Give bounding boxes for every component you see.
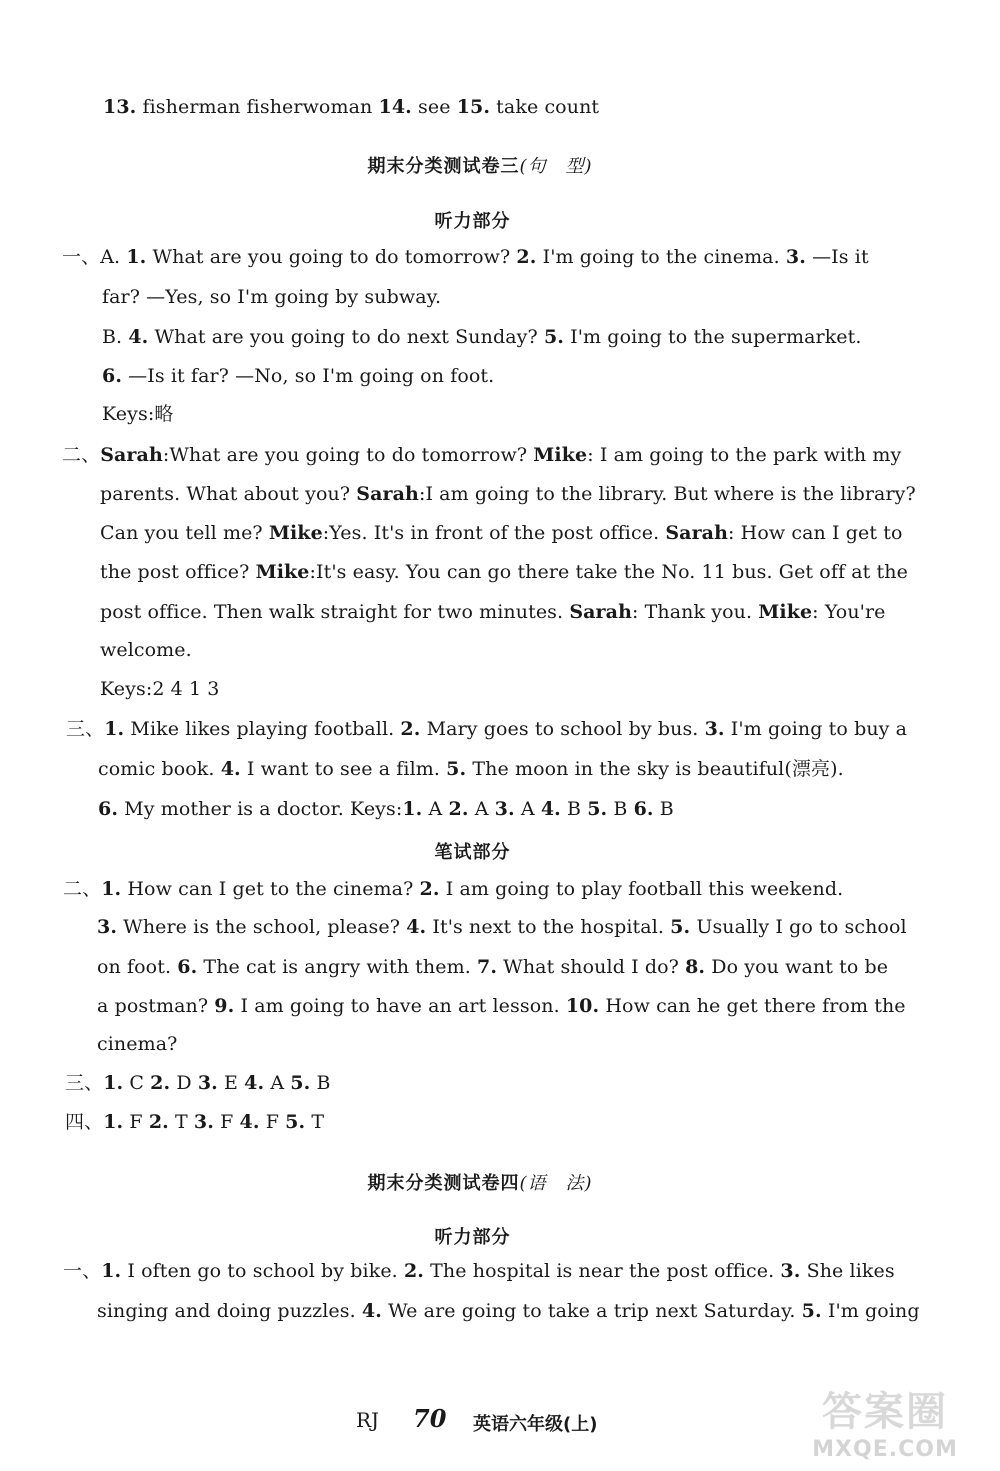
test-title-4: 期末分类测试卷四(语 法) [367,1173,593,1194]
listening-1-line-2: far? —Yes, so I'm going by subway. [102,286,442,308]
dialogue-line-2: parents. What about you? Sarah:I am going to the library. But where is the library? [100,483,916,505]
written-2-line-5: cinema? [97,1033,178,1055]
footer-subject: 英语六年级(上) [473,1414,598,1435]
listening-3-line-3: 6. My mother is a doctor. Keys:1. A 2. A 3. A 4. B 5. B 6. B [98,798,674,820]
test4-listening-line-2: singing and doing puzzles. 4. We are going to take a trip next Saturday. 5. I'm going [97,1300,920,1322]
footer-series: RJ [356,1408,380,1432]
written-2-line-3: on foot. 6. The cat is angry with them. 7. What should I do? 8. Do you want to be [97,956,889,978]
written-2-line-4: a postman? 9. I am going to have an art lesson. 10. How can he get there from the [97,995,906,1017]
test4-listening-line-1: 一、1. I often go to school by bike. 2. The hospital is near the post office. 3. She likes [63,1260,895,1282]
page-number: 70 [413,1404,447,1433]
watermark-url: MXQE.COM [812,1437,958,1462]
dialogue-line-1: 二、Sarah:What are you going to do tomorrow? Mike: I am going to the park with my [62,444,902,466]
dialogue-keys: Keys:2 4 1 3 [100,678,220,700]
section-written: 笔试部分 [434,842,511,863]
listening-1-line-3: B. 4. What are you going to do next Sunday? 5. I'm going to the supermarket. [102,326,862,348]
listening-1-line-1: 一、A. 1. What are you going to do tomorrow? 2. I'm going to the cinema. 3. —Is it [62,246,869,268]
section-listening-1: 听力部分 [434,211,511,232]
written-2-line-1: 二、1. How can I get to the cinema? 2. I am going to play football this weekend. [63,878,844,900]
dialogue-line-3: Can you tell me? Mike:Yes. It's in front of the post office. Sarah: How can I get to [100,522,903,544]
section-listening-2: 听力部分 [434,1227,511,1248]
listening-1-keys: Keys:略 [102,403,174,425]
dialogue-line-5: post office. Then walk straight for two minutes. Sarah: Thank you. Mike: You're [100,601,886,623]
listening-3-line-1: 三、1. Mike likes playing football. 2. Mary goes to school by bus. 3. I'm going to buy a [66,718,908,740]
dialogue-line-4: the post office? Mike:It's easy. You can go there take the No. 11 bus. Get off at the [100,561,908,583]
dialogue-line-6: welcome. [100,639,192,661]
watermark-text: 答案圈 [822,1389,948,1435]
written-3-answers: 三、1. C 2. D 3. E 4. A 5. B [65,1072,331,1094]
watermark-logo [790,1380,980,1460]
answer-line-13-15: 13. fisherman fisherwoman 14. see 15. take count [103,96,600,118]
written-4-answers: 四、1. F 2. T 3. F 4. F 5. T [65,1111,325,1133]
listening-3-line-2: comic book. 4. I want to see a film. 5. The moon in the sky is beautiful(漂亮). [98,758,844,780]
listening-1-line-4: 6. —Is it far? —No, so I'm going on foot. [102,365,495,387]
test-title-3: 期末分类测试卷三(句 型) [367,156,593,177]
written-2-line-2: 3. Where is the school, please? 4. It's next to the hospital. 5. Usually I go to school [97,916,907,938]
